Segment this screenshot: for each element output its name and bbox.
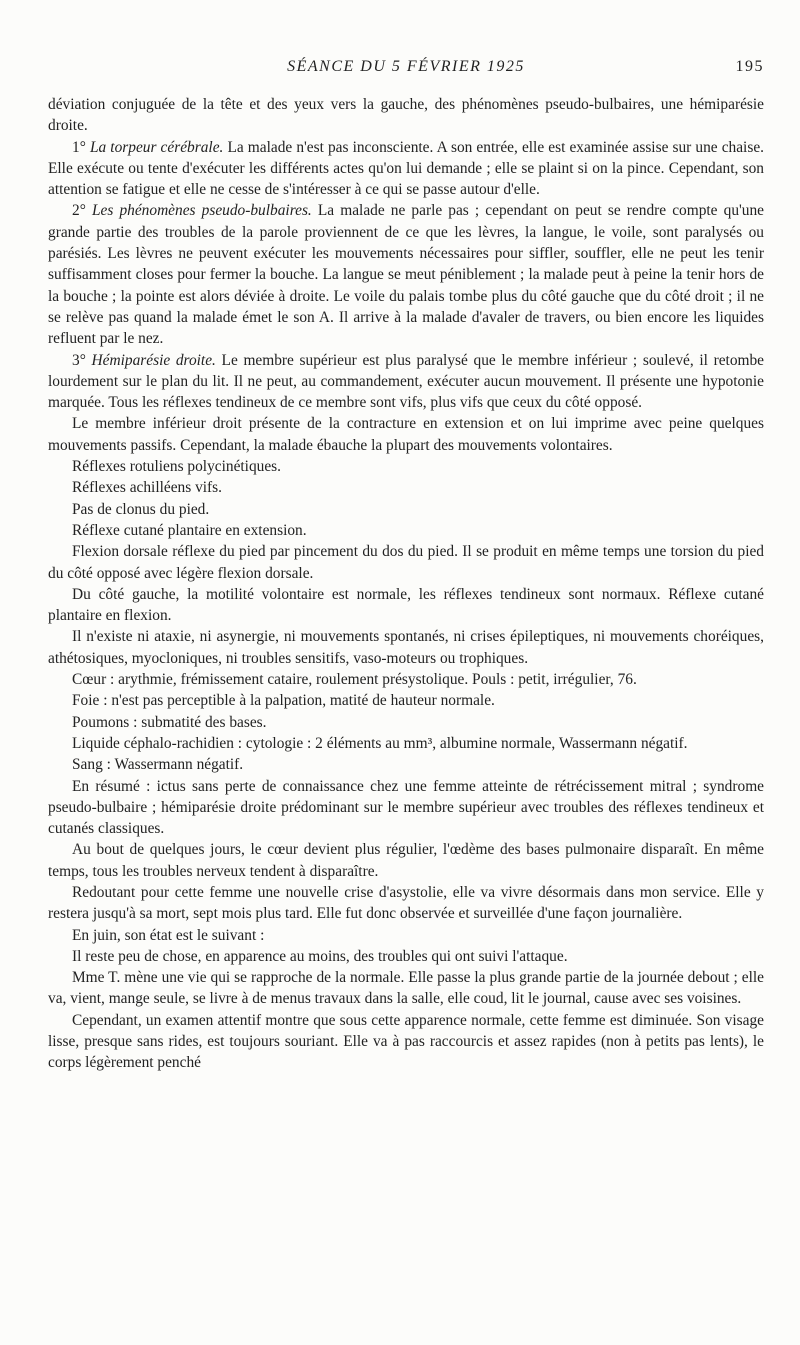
paragraph: Flexion dorsale réflexe du pied par pincement du dos du pied. Il se produit en même temps une torsion du pied du côté opposé avec légère flexion dorsale. xyxy=(48,543,764,582)
paragraph xyxy=(48,350,764,414)
paragraph: Du côté gauche, la motilité volontaire est normale, les réflexes tendineux sont normaux. Réflexe cutané plantaire en flexion. xyxy=(48,585,764,625)
page-number: 195 xyxy=(735,58,764,75)
paragraph: déviation conjuguée de la tête et des yeux vers la gauche, des phénomènes pseudo-bulbaires, une hémiparésie droite. xyxy=(48,96,764,135)
section-number: 1° xyxy=(72,138,90,156)
paragraph: Il reste peu de chose, en apparence au moins, des troubles qui ont suivi l'attaque. xyxy=(72,947,568,965)
paragraph: Au bout de quelques jours, le cœur devient plus régulier, l'œdème des bases pulmonaire disparaît. En même temps, tous les troubles nerveux tendent à disparaître. xyxy=(48,841,764,880)
body-text xyxy=(48,94,764,1074)
section-title: La torpeur cérébrale. xyxy=(89,138,224,156)
paragraph: Redoutant pour cette femme une nouvelle crise d'asystolie, elle va vivre désormais dans mon service. Elle y restera jusqu'à sa mort, sept mois plus tard. Elle fut donc observée et surveillée d'une façon journalière. xyxy=(48,883,764,923)
paragraph: Mme T. mène une vie qui se rapproche de la normale. Elle passe la plus grande partie de la journée debout ; elle va, vient, mange seule, se livre à de menus travaux dans la salle, elle coud, lit le journal, cause avec ses voisines. xyxy=(48,969,764,1008)
section-number: 3° xyxy=(72,351,92,369)
paragraph: Liquide céphalo-rachidien : cytologie : 2 éléments au mm³, albumine normale, Wassermann négatif. xyxy=(72,734,688,752)
paragraph: Sang : Wassermann négatif. xyxy=(72,756,244,774)
paragraph: Réflexes rotuliens polycinétiques. xyxy=(72,458,282,476)
paragraph: Foie : n'est pas perceptible à la palpation, matité de hauteur normale. xyxy=(72,692,495,710)
section-number: 2° xyxy=(72,202,92,220)
section-text: La malade ne parle pas ; cependant on peut se rendre compte qu'une grande partie des troubles de la parole proviennent de ce que les lèvres, la langue, le voile, sont paralysés ou parésiés. Les lèvres ne peuvent exécuter les mouvements nécessaires pour siffler, souffler, elle ne peut les tenir suffisamment closes pour fermer la bouche. La langue se meut péniblement ; la malade peut à peine la tenir hors de la bouche ; la pointe est alors déviée à droite. Le voile du palais tombe plus du côté gauche que du côté droit ; il ne se relève pas quand la malade émet le son A. Il arrive à la malade d'avaler de travers, ou bien encore les liquides refluent par le nez. xyxy=(48,202,765,348)
paragraph: Poumons : submatité des bases. xyxy=(72,713,267,731)
paragraph xyxy=(48,200,764,349)
section-text: La malade n'est pas inconsciente. A son entrée, elle est examinée assise sur une chaise. Elle exécute ou tente d'exécuter les différents actes qu'on lui demande ; elle se plaint si on la pince. Cependant, son attention se fatigue et elle ne cesse de s'intéresser à ce qui se passe autour d'elle. xyxy=(48,138,765,199)
paragraph: Réflexe cutané plantaire en extension. xyxy=(72,521,307,539)
paragraph: Pas de clonus du pied. xyxy=(72,500,210,518)
section-title: Hémiparésie droite. xyxy=(91,351,216,369)
paragraph: Cependant, un examen attentif montre que sous cette apparence normale, cette femme est diminuée. Son visage lisse, presque sans rides, est toujours souriant. Elle va à pas raccourcis et assez rapides (non à petits pas lents), le corps légèrement penché xyxy=(48,1011,764,1072)
paragraph: Il n'existe ni ataxie, ni asynergie, ni mouvements spontanés, ni crises épileptiques, ni mouvements choréiques, athétosiques, myocloniques, ni troubles sensitifs, vaso-moteurs ou trophiques. xyxy=(48,628,764,667)
paragraph: Réflexes achilléens vifs. xyxy=(72,479,223,497)
paragraph: En résumé : ictus sans perte de connaissance chez une femme atteinte de rétrécissement mitral ; syndrome pseudo-bulbaire ; hémiparésie droite prédominant sur le membre supérieur avec troubles des réflexes tendineux et cutanés classiques. xyxy=(48,777,764,838)
running-header xyxy=(48,58,764,84)
paragraph: Cœur : arythmie, frémissement cataire, roulement présystolique. Pouls : petit, irrégulier, 76. xyxy=(72,671,637,689)
paragraph: Le membre inférieur droit présente de la contracture en extension et on lui imprime avec peine quelques mouvements passifs. Cependant, la malade ébauche la plupart des mouvements volontaires. xyxy=(48,415,764,454)
section-title: Les phénomènes pseudo-bulbaires. xyxy=(91,202,312,220)
paragraph: En juin, son état est le suivant : xyxy=(72,926,265,944)
section-text: Le membre supérieur est plus paralysé que le membre inférieur ; soulevé, il retombe lourdement sur le plan du lit. Il ne peut, au commandement, exécuter aucun mouvement. Il présente une hypotonie marquée. Tous les réflexes tendineux de ce membre sont vifs, plus vifs que ceux du côté opposé. xyxy=(48,351,765,412)
header-title: SÉANCE DU 5 FÉVRIER 1925 xyxy=(287,58,525,75)
paragraph xyxy=(48,137,764,201)
